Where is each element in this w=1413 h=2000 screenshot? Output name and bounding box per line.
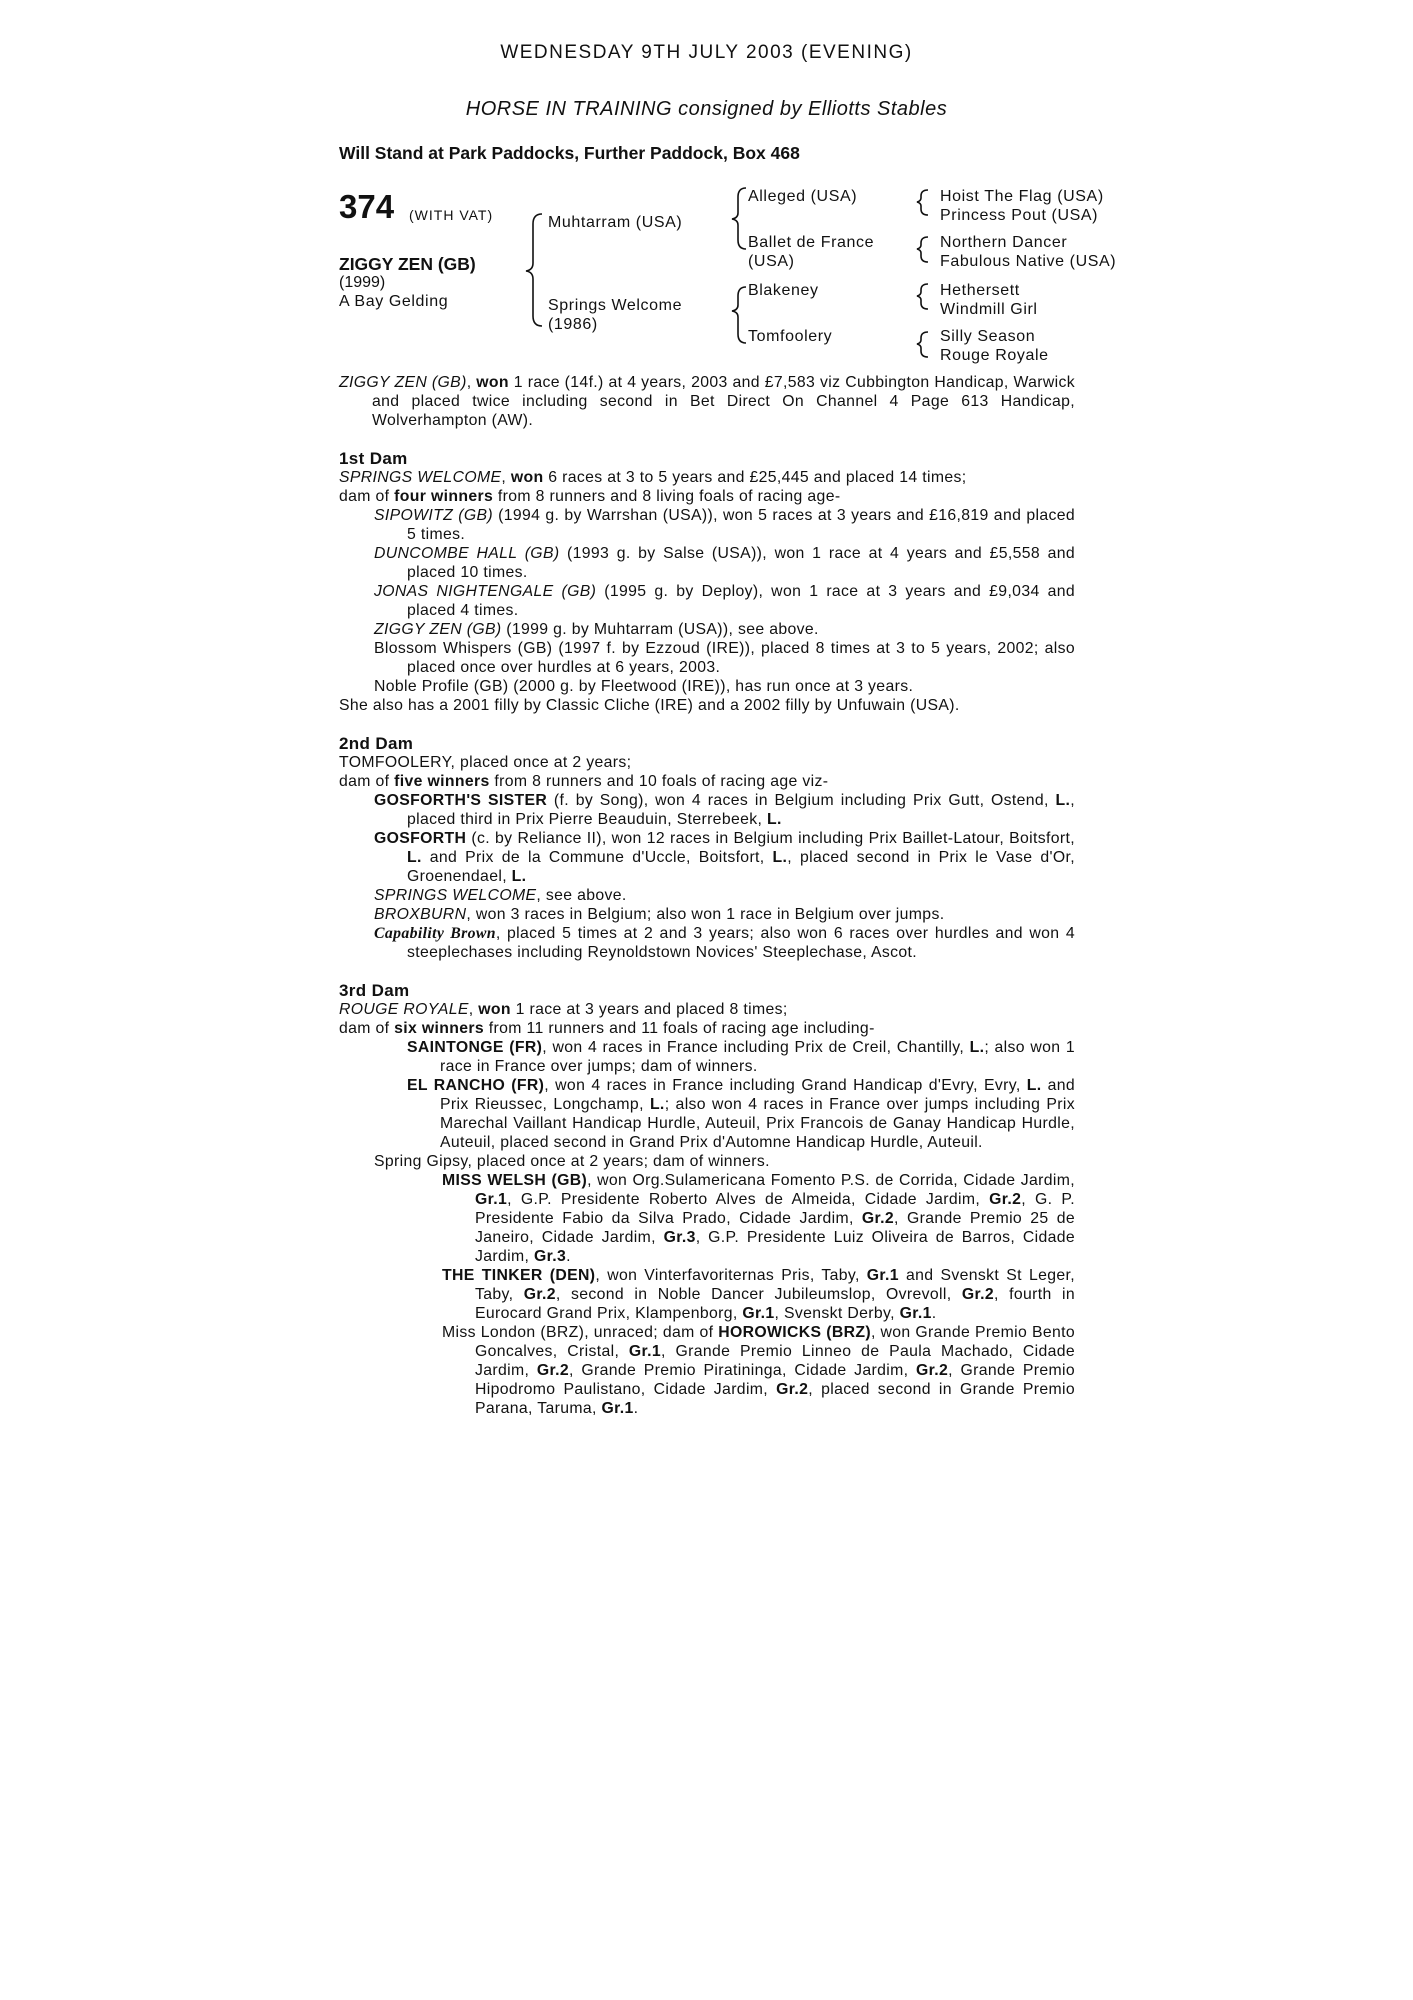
- pedigree-sire-dam: [748, 233, 874, 271]
- lot-number: 374: [339, 188, 395, 225]
- second-dam-offspring: BROXBURN, won 3 races in Belgium; also won 1 race in Belgium over jumps.: [374, 906, 945, 923]
- third-dam-produce-summary: dam of six winners from 11 runners and 11 foals of racing age including-: [339, 1020, 875, 1037]
- second-dam-heading: 2nd Dam: [339, 734, 414, 753]
- grand-offspring: THE TINKER (DEN), won Vinterfavoriternas Pris, Taby, Gr.1 and Svenskt St Leger, Taby, Gr.2, second in Noble Dancer Jubileumslop, Ovrevoll, Gr.2, fourth in Eurocard Grand Prix, Klampenborg, Gr.1, Svenskt Derby, Gr.1.: [442, 1267, 1076, 1322]
- first-dam-offspring: ZIGGY ZEN (GB) (1999 g. by Muhtarram (USA)), see above.: [374, 621, 819, 638]
- pedigree-dam-sire: Blakeney: [748, 282, 819, 299]
- third-dam-heading: 3rd Dam: [339, 981, 410, 1000]
- grand-offspring: Miss London (BRZ), unraced; dam of HOROWICKS (BRZ), won Grande Premio Bento Goncalves, Cristal, Gr.1, Grande Premio Linneo de Paula Machado, Cidade Jardim, Gr.2, Grande Premio Piratininga, Cidade Jardim, Gr.2, Grande Premio Hipodromo Paulistano, Cidade Jardim, Gr.2, placed second in Grande Premio Parana, Taruma, Gr.1.: [442, 1324, 1075, 1417]
- horse-name: ZIGGY ZEN (GB): [339, 254, 476, 274]
- horse-description: A Bay Gelding: [339, 293, 449, 310]
- third-dam-offspring: EL RANCHO (FR), won 4 races in France including Grand Handicap d'Evry, Evry, L. and Prix Rieussec, Longchamp, L.; also won 4 races in France over jumps including Prix Marechal Vaillant Handicap Hurdle, Auteuil, Prix Francois de Ganay Handicap Hurdle, Auteuil, placed second in Grand Prix d'Automne Handicap Hurdle, Auteuil.: [407, 1077, 1075, 1151]
- horse-record: ZIGGY ZEN (GB), won 1 race (14f.) at 4 years, 2003 and £7,583 viz Cubbington Handicap, Warwick and placed twice including second in Bet Direct On Channel 4 Page 613 Handicap, Wolverhampton (AW).: [339, 374, 1075, 429]
- second-dam-produce-summary: dam of five winners from 8 runners and 10 foals of racing age viz-: [339, 773, 829, 790]
- stand-location: Will Stand at Park Paddocks, Further Paddock, Box 468: [339, 143, 800, 163]
- pedigree-g3-6: Windmill Girl: [940, 301, 1038, 318]
- pedigree-g3-7: Silly Season: [940, 328, 1036, 345]
- pedigree-brackets: [0, 0, 1413, 380]
- vat-note: (WITH VAT): [409, 207, 494, 223]
- first-dam-offspring: JONAS NIGHTENGALE (GB) (1995 g. by Deploy), won 1 race at 3 years and £9,034 and placed 4 times.: [374, 583, 1075, 619]
- first-dam-produce-summary: dam of four winners from 8 runners and 8 living foals of racing age-: [339, 488, 841, 505]
- sale-date: WEDNESDAY 9TH JULY 2003 (EVENING): [500, 42, 913, 63]
- first-dam-other-produce: She also has a 2001 filly by Classic Cliche (IRE) and a 2002 filly by Unfuwain (USA).: [339, 697, 960, 714]
- pedigree-dam: [548, 296, 682, 334]
- third-dam-record: ROUGE ROYALE, won 1 race at 3 years and placed 8 times;: [339, 1001, 788, 1018]
- second-dam-offspring: Capability Brown, placed 5 times at 2 and 3 years; also won 6 races over hurdles and won 4 steeplechases including Reynoldstown Novices' Steeplechase, Ascot.: [374, 925, 1075, 961]
- second-dam-offspring: SPRINGS WELCOME, see above.: [374, 887, 627, 904]
- pedigree-dam-name: Springs Welcome: [548, 297, 683, 314]
- first-dam-record: SPRINGS WELCOME, won 6 races at 3 to 5 years and £25,445 and placed 14 times;: [339, 469, 967, 486]
- pedigree-sire-sire: Alleged (USA): [748, 188, 858, 205]
- second-dam-record: TOMFOOLERY, placed once at 2 years;: [339, 754, 632, 771]
- pedigree-g3-4: Fabulous Native (USA): [940, 253, 1117, 270]
- second-dam-offspring: GOSFORTH (c. by Reliance II), won 12 races in Belgium including Prix Baillet-Latour, Boitsfort, L. and Prix de la Commune d'Uccle, Boitsfort, L., placed second in Prix le Vase d'Or, Groenendael, L.: [374, 830, 1076, 885]
- pedigree-sire: Muhtarram (USA): [548, 214, 683, 231]
- catalogue-body: [339, 373, 1075, 1418]
- first-dam-offspring: DUNCOMBE HALL (GB) (1993 g. by Salse (USA)), won 1 race at 4 years and £5,558 and placed 10 times.: [374, 545, 1075, 581]
- horse-year: (1999): [339, 274, 386, 291]
- pedigree-sire-dam-name: Ballet de France: [748, 234, 875, 251]
- first-dam-offspring: Blossom Whispers (GB) (1997 f. by Ezzoud (IRE)), placed 8 times at 3 to 5 years, 2002; also placed once over hurdles at 6 years, 2003.: [374, 640, 1075, 676]
- pedigree-g3-8: Rouge Royale: [940, 347, 1049, 364]
- pedigree-g3-3: Northern Dancer: [940, 234, 1068, 251]
- pedigree-g3-1: Hoist The Flag (USA): [940, 188, 1104, 205]
- pedigree-g3-5: Hethersett: [940, 282, 1020, 299]
- third-dam-offspring: SAINTONGE (FR), won 4 races in France including Prix de Creil, Chantilly, L.; also won 1 race in France over jumps; dam of winners.: [407, 1039, 1076, 1075]
- pedigree-dam-dam: Tomfoolery: [748, 328, 833, 345]
- pedigree-dam-year: (1986): [548, 316, 598, 333]
- first-dam-offspring: Noble Profile (GB) (2000 g. by Fleetwood (IRE)), has run once at 3 years.: [374, 678, 914, 695]
- first-dam-heading: 1st Dam: [339, 449, 408, 468]
- consignment-line: HORSE IN TRAINING consigned by Elliotts Stables: [465, 98, 948, 120]
- second-dam-offspring: GOSFORTH'S SISTER (f. by Song), won 4 races in Belgium including Prix Gutt, Ostend, L., placed third in Prix Pierre Beauduin, Sterrebeek, L.: [374, 792, 1076, 828]
- first-dam-offspring: SIPOWITZ (GB) (1994 g. by Warrshan (USA)), won 5 races at 3 years and £16,819 and placed 5 times.: [374, 507, 1075, 543]
- grand-offspring: MISS WELSH (GB), won Org.Sulamericana Fomento P.S. de Corrida, Cidade Jardim, Gr.1, G.P. Presidente Roberto Alves de Almeida, Cidade Jardim, Gr.2, G. P. Presidente Fabio da Silva Prado, Cidade Jardim, Gr.2, Grande Premio 25 de Janeiro, Cidade Jardim, Gr.3, G.P. Presidente Luiz Oliveira de Barros, Cidade Jardim, Gr.3.: [442, 1172, 1075, 1265]
- third-dam-offspring: Spring Gipsy, placed once at 2 years; dam of winners.: [374, 1153, 770, 1170]
- pedigree-g3-2: Princess Pout (USA): [940, 207, 1099, 224]
- pedigree-sire-dam-origin: (USA): [748, 253, 795, 270]
